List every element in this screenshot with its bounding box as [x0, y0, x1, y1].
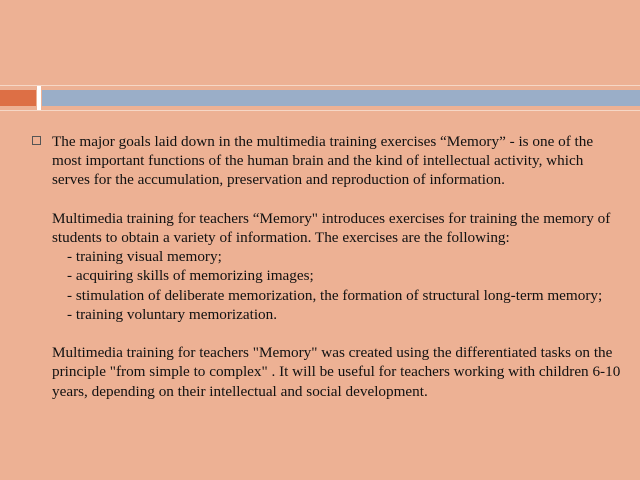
paragraph-conclusion: Multimedia training for teachers "Memory" was created using the differentiated tasks on the principle "from simple to complex" . It will be useful for teachers working with children 6-10 years, depending on their intellectual and social development. — [52, 344, 621, 400]
list-item — [52, 305, 624, 324]
header-accent-blue-bar — [42, 90, 640, 106]
list-item — [52, 286, 624, 305]
list-item — [52, 266, 624, 285]
header-divider-bottom — [0, 110, 640, 111]
paragraph-spacer — [52, 190, 624, 209]
list-item-text: - training voluntary memorization. — [67, 305, 278, 323]
paragraph-goals: The major goals laid down in the multimedia training exercises “Memory” - is one of the most important functions of the human brain and the kind of intellectual activity, which serves for the accumulation, preservation and reproduction of information. — [52, 133, 594, 189]
bullet-square-icon — [32, 136, 41, 145]
paragraph-introduction: Multimedia training for teachers “Memory" introduces exercises for training the memory of students to obtain a variety of information. The exercises are the following: — [52, 209, 611, 246]
paragraph-spacer — [52, 324, 624, 343]
slide-body-text — [52, 132, 624, 401]
list-item-text: - stimulation of deliberate memorization, the formation of structural long-term memory; — [67, 286, 603, 304]
list-item-text: - training visual memory; — [67, 248, 222, 266]
header-accent-separator — [37, 86, 41, 110]
header-accent-orange-bar — [0, 90, 36, 106]
header-divider-top — [0, 85, 640, 86]
list-item — [52, 247, 624, 266]
list-item-text: - acquiring skills of memorizing images; — [67, 267, 314, 285]
